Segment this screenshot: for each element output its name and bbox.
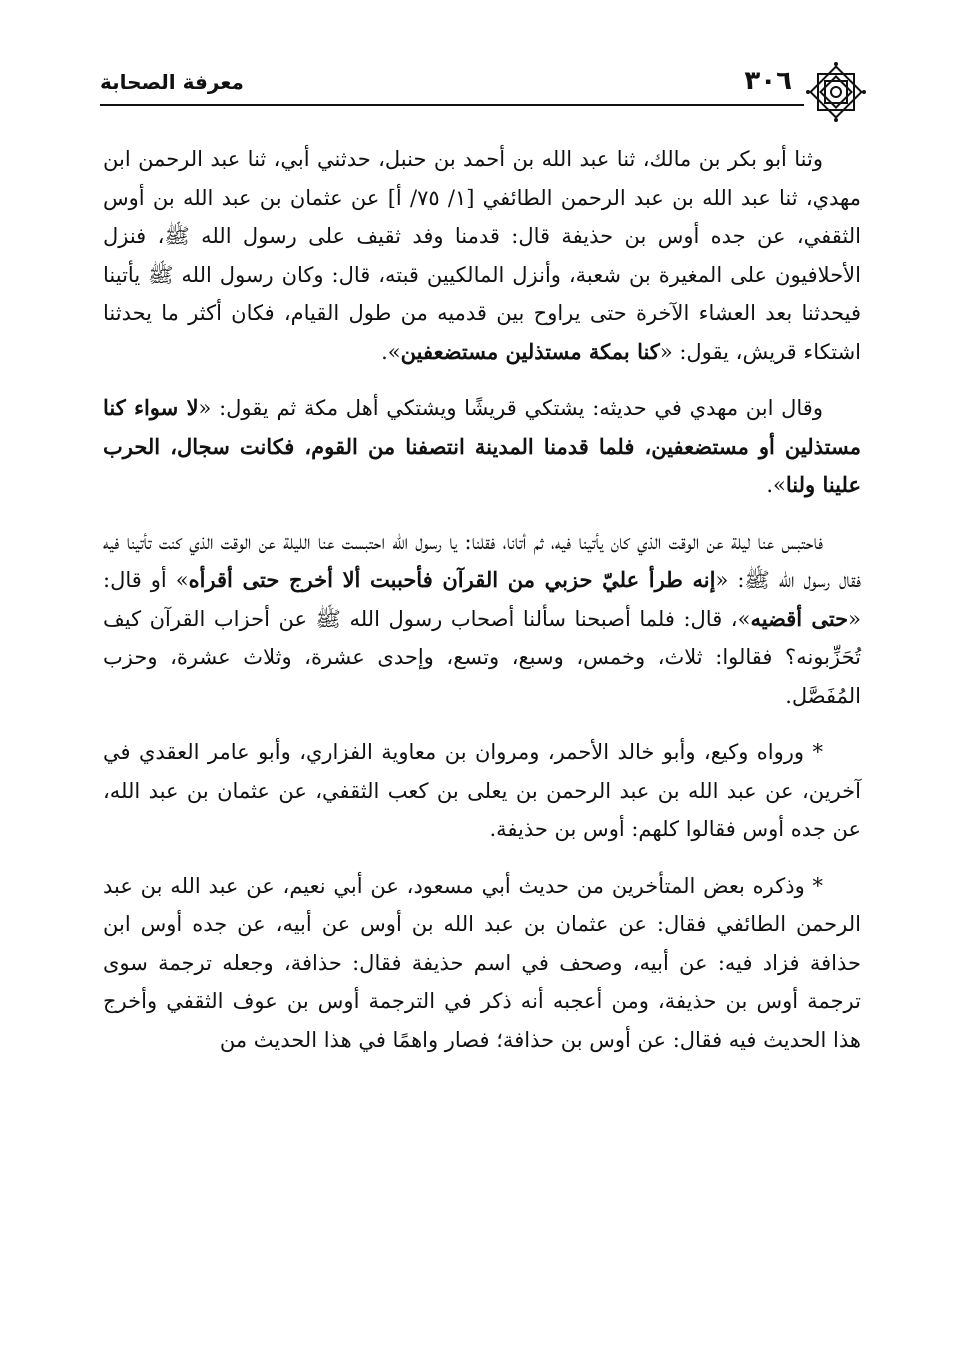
hadith-quote: إنه طرأ عليّ حزبي من القرآن فأحببت ألا أخرج حتى أقرأه [188,567,716,592]
text-run: وقال ابن مهدي في حديثه: يشتكي قريشًا ويشتكي أهل مكة ثم يقول: « [198,396,823,420]
header-rule [100,104,804,106]
paragraph [103,867,861,1060]
paragraph [103,389,861,505]
page-header [100,60,864,112]
ornament-icon [804,60,868,124]
paragraph [103,733,861,849]
hadith-quote: كنا بمكة مستذلين مستضعفين [400,338,660,364]
text-run: » أو قال: « [103,568,861,631]
text-run: »، قال: فلما أصبحنا سألنا أصحاب رسول الله ﷺ عن أحزاب القرآن كيف تُحَزِّبونه؟ فقالوا: ثلاث، وخمس، وسبع، وتسع، وإحدى عشرة، وثلاث عشرة، وحزب المُفَصَّل. [103,606,861,708]
book-title: معرفة الصحابة [100,70,244,94]
hadith-quote: لا سواء كنا مستذلين أو مستضعفين، فلما قدمنا المدينة انتصفنا من القوم، فكانت سجال، الحرب علينا ولنا [103,395,861,497]
text-run: فاحتبس عنا ليلة عن الوقت الذي كان يأتينا فيه، ثم أتانا، فقلنا: يا رسول الله احتبست عنا الليلة عن الوقت الذي كنت تأتينا فيه فقال رسول الله ﷺ: « [103,529,861,592]
paragraph [103,140,861,371]
hadith-quote: حتى أقضيه [750,605,849,631]
page-number: ٣٠٦ [744,66,792,96]
paragraph [103,523,861,716]
text-run: ». [381,339,401,364]
text-run: وثنا أبو بكر بن مالك، ثنا عبد الله بن أحمد بن حنبل، حدثني أبي، ثنا عبد الرحمن ابن مهدي، ثنا عبد الله بن عبد الرحمن الطائفي [١/ ٧٥/ أ] عن عثمان بن عبد الله بن أوس الثقفي، عن جده أوس بن حذيفة قال: قدمنا وفد ثقيف على رسول الله ﷺ، فنزل الأحلافيون على المغيرة بن شعبة، وأنزل المالكيين قبته، قال: وكان رسول الله ﷺ يأتينا فيحدثنا بعد العشاء الآخرة حتى يراوح بين قدميه من طول القيام، فكان أكثر ما يحدثنا اشتكاء قريش، يقول: « [103,147,861,364]
body-text [103,140,861,1077]
text-run: * وذكره بعض المتأخرين من حديث أبي مسعود، عن أبي نعيم، عن عبد الله بن عبد الرحمن الطائفي فقال: عن عثمان بن عبد الله بن أوس عن أبيه، عن جده أوس ابن حذافة فزاد فيه: عن أبيه، وصحف في اسم حذيفة فقال: حذافة، وجعله ترجمة سوى ترجمة أوس بن حذيفة، ومن أعجبه أنه ذكر في الترجمة أوس بن عوف الثقفي وأخرج هذا الحديث فيه فقال: عن أوس بن حذافة؛ فصار واهمًا في هذا الحديث من [103,873,861,1052]
text-run: * ورواه وكيع، وأبو خالد الأحمر، ومروان بن معاوية الفزاري، وأبو عامر العقدي في آخرين، عن عبد الله بن عبد الرحمن بن يعلى بن كعب الثقفي، عن عثمان بن عبد الله، عن جده أوس فقالوا كلهم: أوس بن حذيفة. [103,740,861,841]
text-run: ». [766,473,786,497]
